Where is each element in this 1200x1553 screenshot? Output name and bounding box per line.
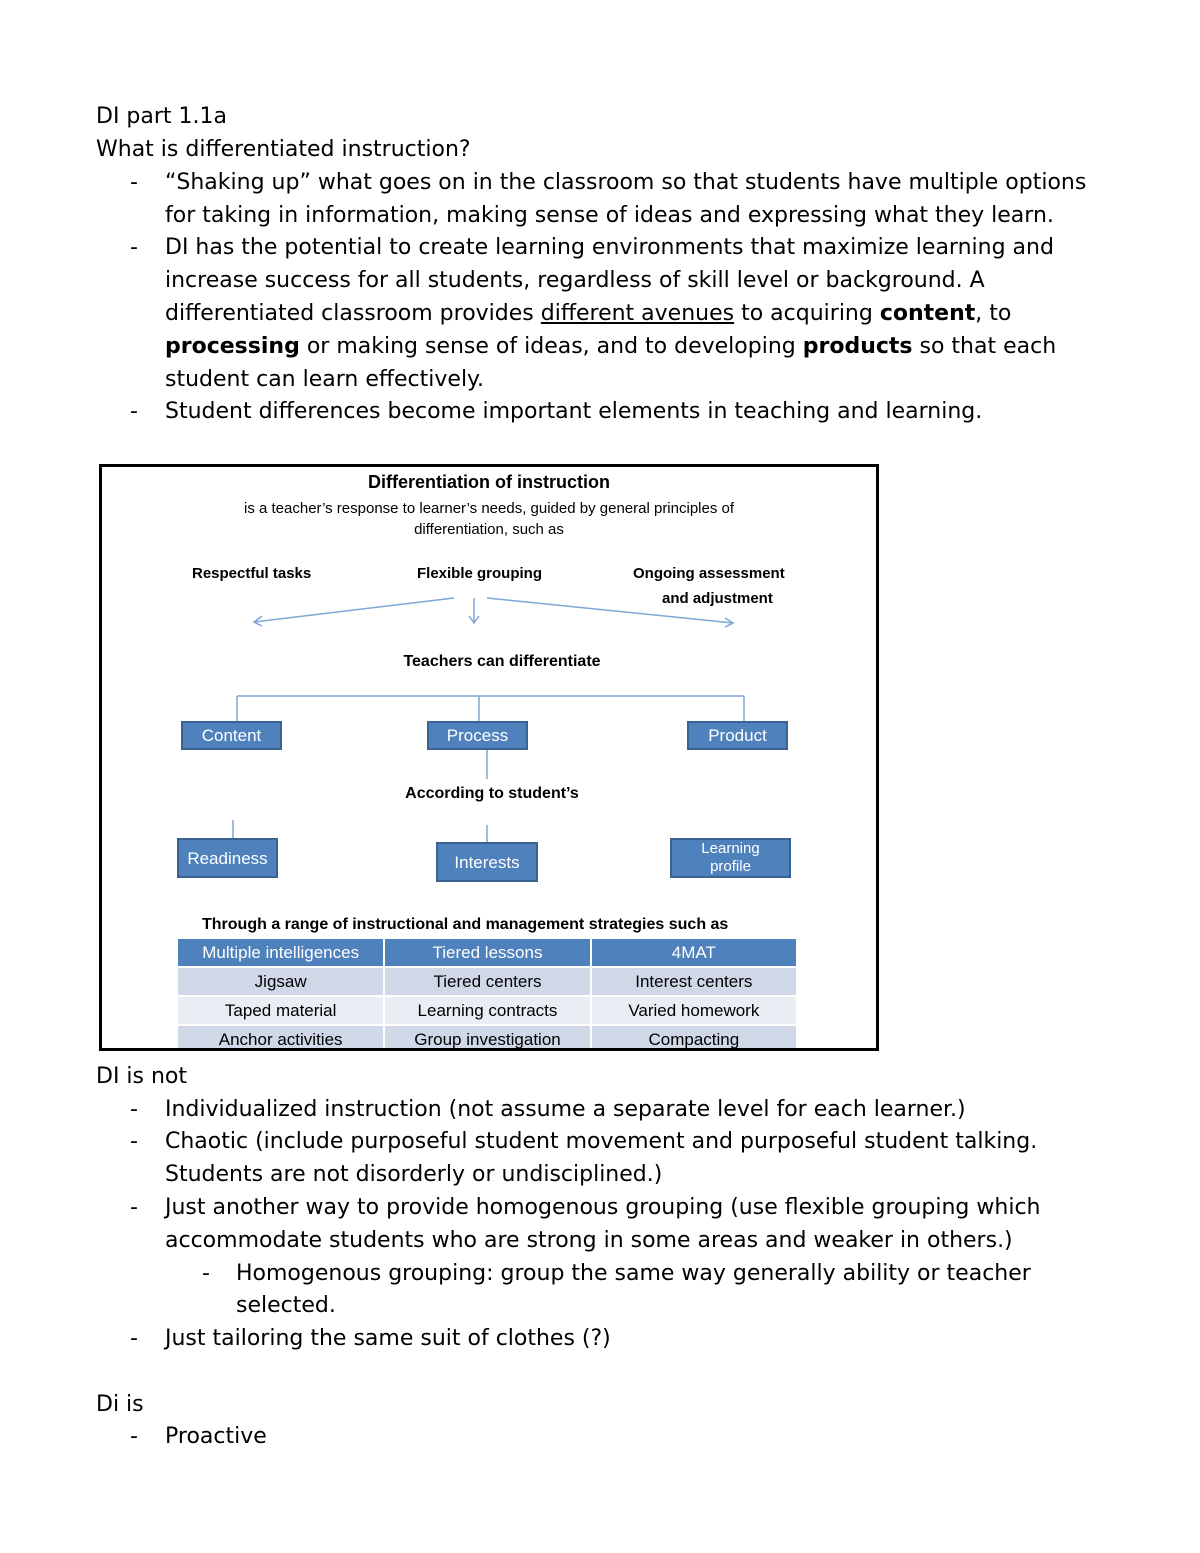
table-cell: Jigsaw xyxy=(178,967,384,996)
text-run: so that each xyxy=(912,334,1057,359)
bullet-dash: - xyxy=(130,235,138,260)
bullet-text: Proactive xyxy=(165,1424,267,1449)
table-cell: Anchor activities xyxy=(178,1025,384,1051)
learning-profile-box xyxy=(670,838,791,878)
bullet-text: Just another way to provide homogenous grouping (use flexible grouping which xyxy=(165,1195,1041,1220)
bullet-text: Chaotic (include purposeful student movement and purposeful student talking. xyxy=(165,1129,1038,1154)
product-box: Product xyxy=(687,721,788,750)
table-row xyxy=(178,967,797,996)
sub-bullet-text: Homogenous grouping: group the same way generally ability or teacher xyxy=(236,1261,1031,1286)
bullet-text: Students are not disorderly or undisciplined.) xyxy=(165,1162,663,1187)
principle-flexible-grouping: Flexible grouping xyxy=(417,565,543,582)
text-run: to acquiring xyxy=(734,301,880,326)
learning-profile-label: profile xyxy=(710,858,751,875)
readiness-box: Readiness xyxy=(177,838,278,878)
strategies-table xyxy=(178,939,798,1051)
di-is-not-heading: DI is not xyxy=(96,1064,188,1089)
bullet-text-line xyxy=(165,298,1011,330)
table-cell: Tiered lessons xyxy=(384,939,590,967)
according-to-students: According to student’s xyxy=(405,785,579,802)
bullet-text: student can learn effectively. xyxy=(165,367,484,392)
table-cell: Tiered centers xyxy=(384,967,590,996)
teachers-can-differentiate: Teachers can differentiate xyxy=(403,653,601,670)
bullet-dash: - xyxy=(130,1195,138,1220)
bullet-text: DI has the potential to create learning environments that maximize learning and xyxy=(165,235,1054,260)
doc-question: What is differentiated instruction? xyxy=(96,137,471,162)
doc-title: DI part 1.1a xyxy=(96,104,228,129)
bullet-dash: - xyxy=(130,399,138,424)
table-cell: Taped material xyxy=(178,996,384,1025)
table-cell: Learning contracts xyxy=(384,996,590,1025)
text-run: or making sense of ideas, and to developing xyxy=(299,334,803,359)
text-run: , to xyxy=(975,301,1012,326)
bold-term-processing: processing xyxy=(165,334,300,359)
bullet-text: Student differences become important elements in teaching and learning. xyxy=(165,399,983,424)
table-cell: Varied homework xyxy=(591,996,797,1025)
sub-bullet-text: selected. xyxy=(236,1293,336,1318)
di-diagram-figure xyxy=(99,464,879,1051)
bullet-text: accommodate students who are strong in some areas and weaker in others.) xyxy=(165,1228,1013,1253)
principle-ongoing-assessment: and adjustment xyxy=(662,590,773,607)
table-row xyxy=(178,939,797,967)
arrow-left-line xyxy=(254,598,454,622)
principle-ongoing-assessment: Ongoing assessment xyxy=(633,565,785,582)
table-row xyxy=(178,996,797,1025)
bullet-dash: - xyxy=(130,1326,138,1351)
di-is-heading: Di is xyxy=(96,1392,144,1417)
bullet-dash: - xyxy=(130,1424,138,1449)
bullet-dash: - xyxy=(130,1097,138,1122)
text-run: differentiated classroom provides xyxy=(165,301,541,326)
table-cell: 4MAT xyxy=(591,939,797,967)
bullet-dash: - xyxy=(130,1129,138,1154)
strategies-heading: Through a range of instructional and management strategies such as xyxy=(202,916,729,933)
table-cell: Group investigation xyxy=(384,1025,590,1051)
figure-title: Differentiation of instruction xyxy=(368,472,610,492)
bullet-text: Individualized instruction (not assume a separate level for each learner.) xyxy=(165,1097,966,1122)
bullet-dash: - xyxy=(130,170,138,195)
learning-profile-label: Learning xyxy=(701,840,760,857)
bold-term-products: products xyxy=(802,334,913,359)
bullet-text: increase success for all students, regardless of skill level or background. A xyxy=(165,268,985,293)
bullet-text: for taking in information, making sense of ideas and expressing what they learn. xyxy=(165,203,1054,228)
process-box: Process xyxy=(427,721,528,750)
table-row xyxy=(178,1025,797,1051)
bullet-text-line xyxy=(165,331,1056,363)
table-cell: Compacting xyxy=(591,1025,797,1051)
principle-respectful-tasks: Respectful tasks xyxy=(192,565,312,582)
figure-subtitle: is a teacher’s response to learner’s needs, guided by general principles of xyxy=(243,500,735,517)
sub-bullet-dash: - xyxy=(202,1261,210,1286)
arrow-right-line xyxy=(487,598,733,623)
interests-box: Interests xyxy=(436,842,538,882)
bullet-text: “Shaking up” what goes on in the classroom so that students have multiple options xyxy=(165,170,1087,195)
table-cell: Multiple intelligences xyxy=(178,939,384,967)
bold-term-content: content xyxy=(879,301,976,326)
figure-subtitle: differentiation, such as xyxy=(414,521,564,538)
table-cell: Interest centers xyxy=(591,967,797,996)
underlined-phrase: different avenues xyxy=(540,301,735,326)
bullet-text: Just tailoring the same suit of clothes (?) xyxy=(165,1326,611,1351)
content-box: Content xyxy=(181,721,282,750)
